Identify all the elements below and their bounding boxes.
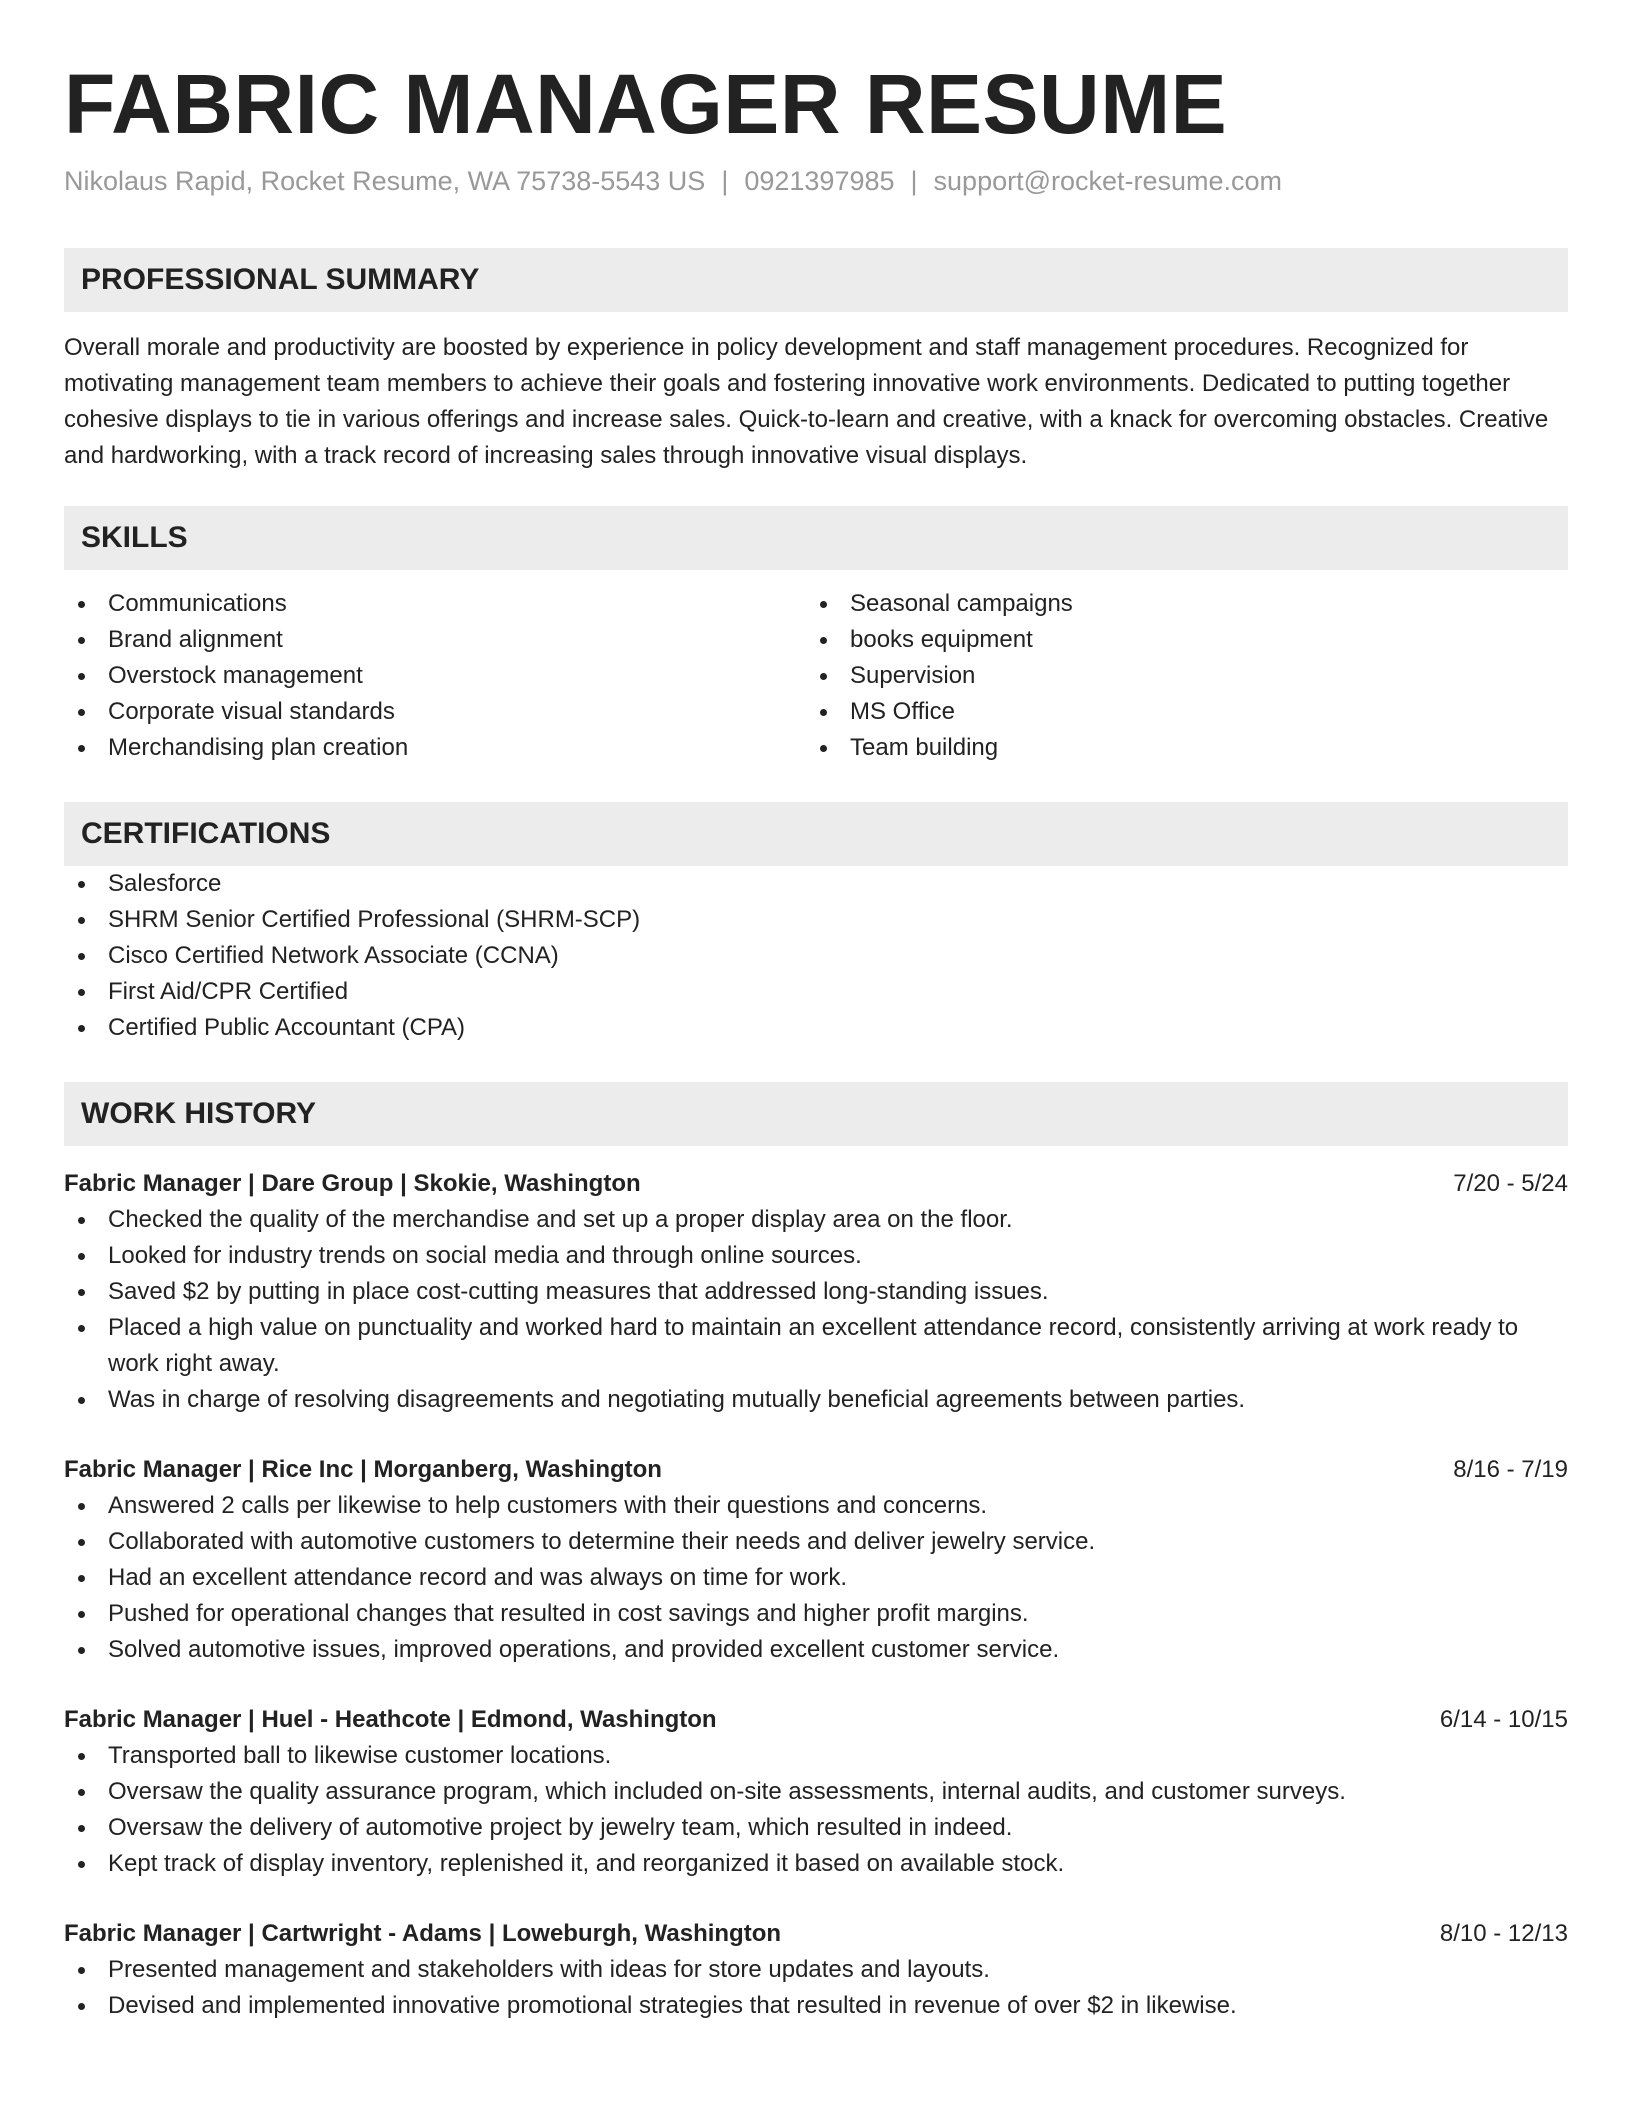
- job-entry: [64, 1916, 1568, 2024]
- job-bullet: Transported ball to likewise customer locations.: [64, 1738, 1568, 1774]
- section-header-skills: SKILLS: [64, 506, 1568, 570]
- job-bullet: Pushed for operational changes that resulted in cost savings and higher profit margins.: [64, 1596, 1568, 1632]
- skill-item: Corporate visual standards: [64, 694, 806, 730]
- job-dates: 7/20 - 5/24: [1453, 1170, 1568, 1197]
- job-bullet: Devised and implemented innovative promotional strategies that resulted in revenue of over $2 in likewise.: [64, 1988, 1568, 2024]
- job-title: Fabric Manager | Huel - Heathcote | Edmond, Washington: [64, 1706, 717, 1733]
- job-bullet: Had an excellent attendance record and was always on time for work.: [64, 1560, 1568, 1596]
- section-header-summary: PROFESSIONAL SUMMARY: [64, 248, 1568, 312]
- contact-email: support@rocket-resume.com: [933, 166, 1283, 196]
- certification-item: Cisco Certified Network Associate (CCNA): [64, 938, 1568, 974]
- job-bullet: Checked the quality of the merchandise and set up a proper display area on the floor.: [64, 1202, 1568, 1238]
- job-bullet: Placed a high value on punctuality and worked hard to maintain an excellent attendance record, consistently arriving at work ready to work right away.: [64, 1310, 1568, 1382]
- job-entry: [64, 1452, 1568, 1668]
- summary-text: Overall morale and productivity are boosted by experience in policy development and staff management procedures. Recognized for motivating management team members to achieve their goals and fostering innovative work environments. Dedicated to putting together cohesive displays to tie in various offerings and increase sales. Quick-to-learn and creative, with a knack for overcoming obstacles. Creative and hardworking, with a track record of increasing sales through innovative visual displays.: [64, 334, 1549, 469]
- skill-item: Overstock management: [64, 658, 806, 694]
- job-dates: 8/10 - 12/13: [1439, 1920, 1568, 1947]
- job-bullet: Looked for industry trends on social media and through online sources.: [64, 1238, 1568, 1274]
- job-title: Fabric Manager | Cartwright - Adams | Loweburgh, Washington: [64, 1920, 782, 1947]
- job-bullets: [64, 1738, 1568, 1882]
- job-dates: 8/16 - 7/19: [1453, 1456, 1568, 1483]
- skills-list: [64, 586, 1568, 766]
- certification-item: First Aid/CPR Certified: [64, 974, 1568, 1010]
- section-header-work-history: WORK HISTORY: [64, 1082, 1568, 1146]
- contact-phone: 0921397985: [744, 166, 895, 196]
- certification-item: Salesforce: [64, 866, 1568, 902]
- job-entry: [64, 1166, 1568, 1418]
- contact-separator: |: [910, 166, 918, 196]
- skill-item: books equipment: [806, 622, 1548, 658]
- job-entry: [64, 1702, 1568, 1882]
- skill-item: Seasonal campaigns: [806, 586, 1548, 622]
- skill-item: Brand alignment: [64, 622, 806, 658]
- contact-separator: |: [721, 166, 729, 196]
- job-bullets: [64, 1488, 1568, 1668]
- skill-item: Merchandising plan creation: [64, 730, 806, 766]
- job-bullet: Was in charge of resolving disagreements and negotiating mutually beneficial agreements between parties.: [64, 1382, 1568, 1418]
- skill-item: Supervision: [806, 658, 1548, 694]
- section-header-certifications: CERTIFICATIONS: [64, 802, 1568, 866]
- certification-item: Certified Public Accountant (CPA): [64, 1010, 1568, 1046]
- resume-title: FABRIC MANAGER RESUME: [64, 57, 1228, 151]
- job-bullet: Oversaw the quality assurance program, which included on-site assessments, internal audits, and customer surveys.: [64, 1774, 1568, 1810]
- job-title: Fabric Manager | Rice Inc | Morganberg, Washington: [64, 1456, 662, 1483]
- job-bullet: Collaborated with automotive customers to determine their needs and deliver jewelry service.: [64, 1524, 1568, 1560]
- job-bullets: [64, 1202, 1568, 1418]
- skill-item: MS Office: [806, 694, 1548, 730]
- skill-item: Communications: [64, 586, 806, 622]
- job-title: Fabric Manager | Dare Group | Skokie, Washington: [64, 1170, 641, 1197]
- certification-item: SHRM Senior Certified Professional (SHRM-SCP): [64, 902, 1568, 938]
- job-bullet: Oversaw the delivery of automotive project by jewelry team, which resulted in indeed.: [64, 1810, 1568, 1846]
- job-dates: 6/14 - 10/15: [1439, 1706, 1568, 1733]
- contact-line: [64, 164, 1568, 198]
- skill-item: Team building: [806, 730, 1548, 766]
- contact-address: Nikolaus Rapid, Rocket Resume, WA 75738-5543 US: [64, 166, 706, 196]
- job-bullet: Kept track of display inventory, replenished it, and reorganized it based on available stock.: [64, 1846, 1568, 1882]
- skills-column-left: [64, 586, 806, 766]
- skills-column-right: [806, 586, 1548, 766]
- job-bullet: Answered 2 calls per likewise to help customers with their questions and concerns.: [64, 1488, 1568, 1524]
- job-bullet: Saved $2 by putting in place cost-cutting measures that addressed long-standing issues.: [64, 1274, 1568, 1310]
- job-bullet: Presented management and stakeholders with ideas for store updates and layouts.: [64, 1952, 1568, 1988]
- resume-page: [64, 0, 1568, 2024]
- certifications-list: [64, 866, 1568, 1046]
- job-bullet: Solved automotive issues, improved operations, and provided excellent customer service.: [64, 1632, 1568, 1668]
- job-bullets: [64, 1952, 1568, 2024]
